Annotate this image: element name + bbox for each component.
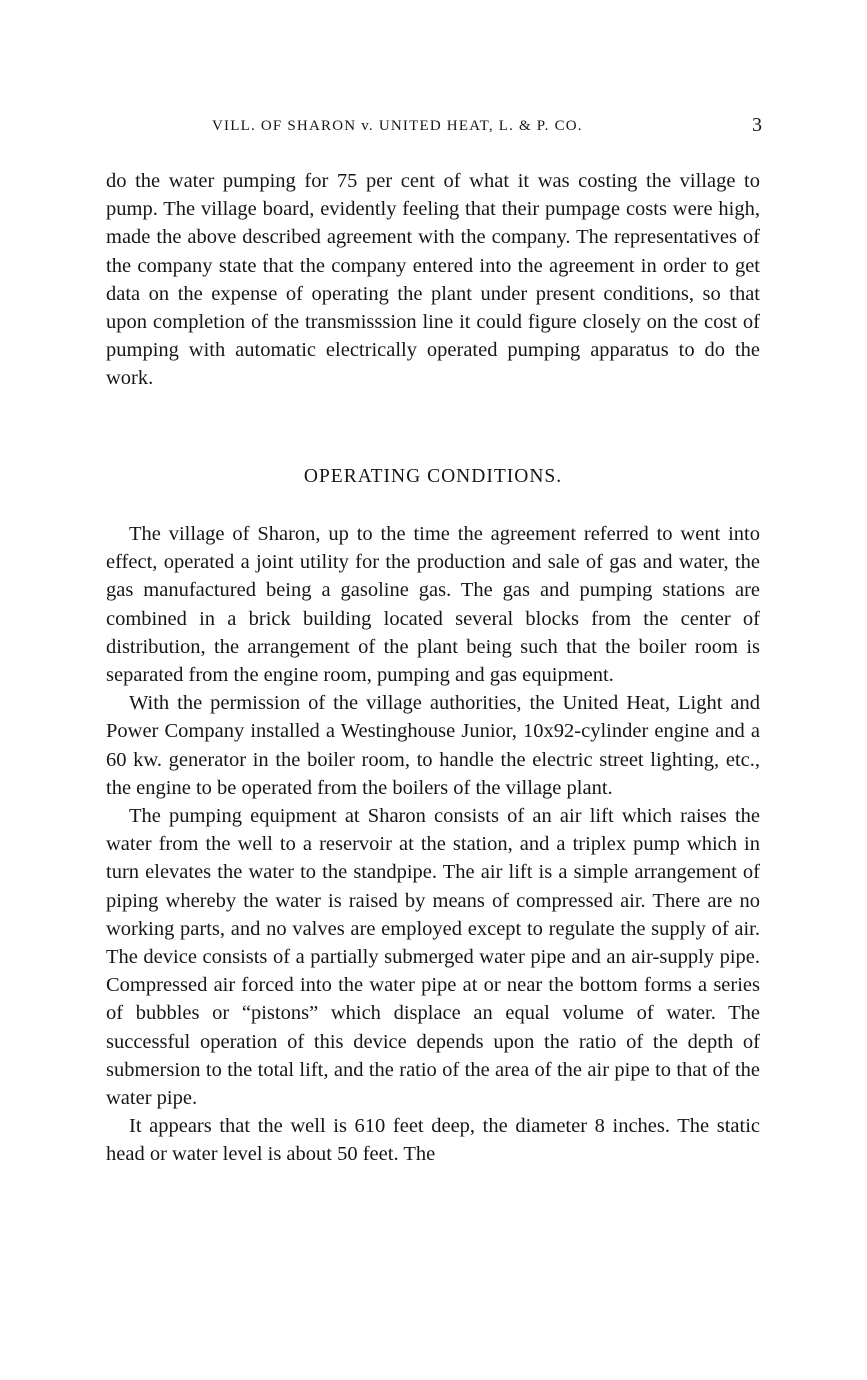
paragraph-engine-installation: With the permission of the village authorities, the United Heat, Light and Power Company installed a Westinghouse Junior, 10x92-cylinder engine and a 60 kw. generator in the boiler room, to handle the electric street lighting, etc., the engine to be operated from the boilers of the village plant. (106, 692, 760, 799)
section-body (106, 520, 760, 1169)
paragraph-well-details: It appears that the well is 610 feet deep, the diameter 8 inches. The static head or water level is about 50 feet. The (106, 1115, 760, 1166)
section-heading: OPERATING CONDITIONS. (303, 466, 563, 487)
page-number: 3 (752, 114, 762, 136)
paragraph-plant-description: The village of Sharon, up to the time the agreement referred to went into effect, operated a joint utility for the production and sale of gas and water, the gas manufactured being a gasoline gas. The gas and pumping stations are combined in a brick building located several blocks from the center of distribution, the arrangement of the plant being such that the boiler room is separated from the engine room, pumping and gas equipment. (106, 523, 760, 687)
paragraph-pumping-equipment: The pumping equipment at Sharon consists of an air lift which raises the water from the well to a reservoir at the station, and a triplex pump which in turn elevates the water to the standpipe. The air lift is a simple arrangement of piping whereby the water is raised by means of compressed air. There are no working parts, and no valves are employed except to regulate the supply of air. The device consists of a partially submerged water pipe and an air-supply pipe. Compressed air forced into the water pipe at or near the bottom forms a series of bubbles or “pistons” which displace an equal volume of water. The successful operation of this device depends upon the ratio of the depth of submersion to the total lift, and the ratio of the area of the air pipe to that of the water pipe. (106, 805, 760, 1110)
running-head (106, 114, 762, 140)
running-title: VILL. OF SHARON v. UNITED HEAT, L. & P. CO. (212, 118, 583, 134)
intro-text (106, 167, 760, 393)
intro-paragraph: do the water pumping for 75 per cent of what it was costing the village to pump. The village board, evidently feeling that their pumpage costs were high, made the above described agreement with the company. The representatives of the company state that the company entered into the agreement in order to get data on the expense of operating the plant under present conditions, so that upon completion of the transmisssion line it could figure closely on the cost of pumping with automatic electrically operated pumping apparatus to do the work. (106, 170, 760, 390)
